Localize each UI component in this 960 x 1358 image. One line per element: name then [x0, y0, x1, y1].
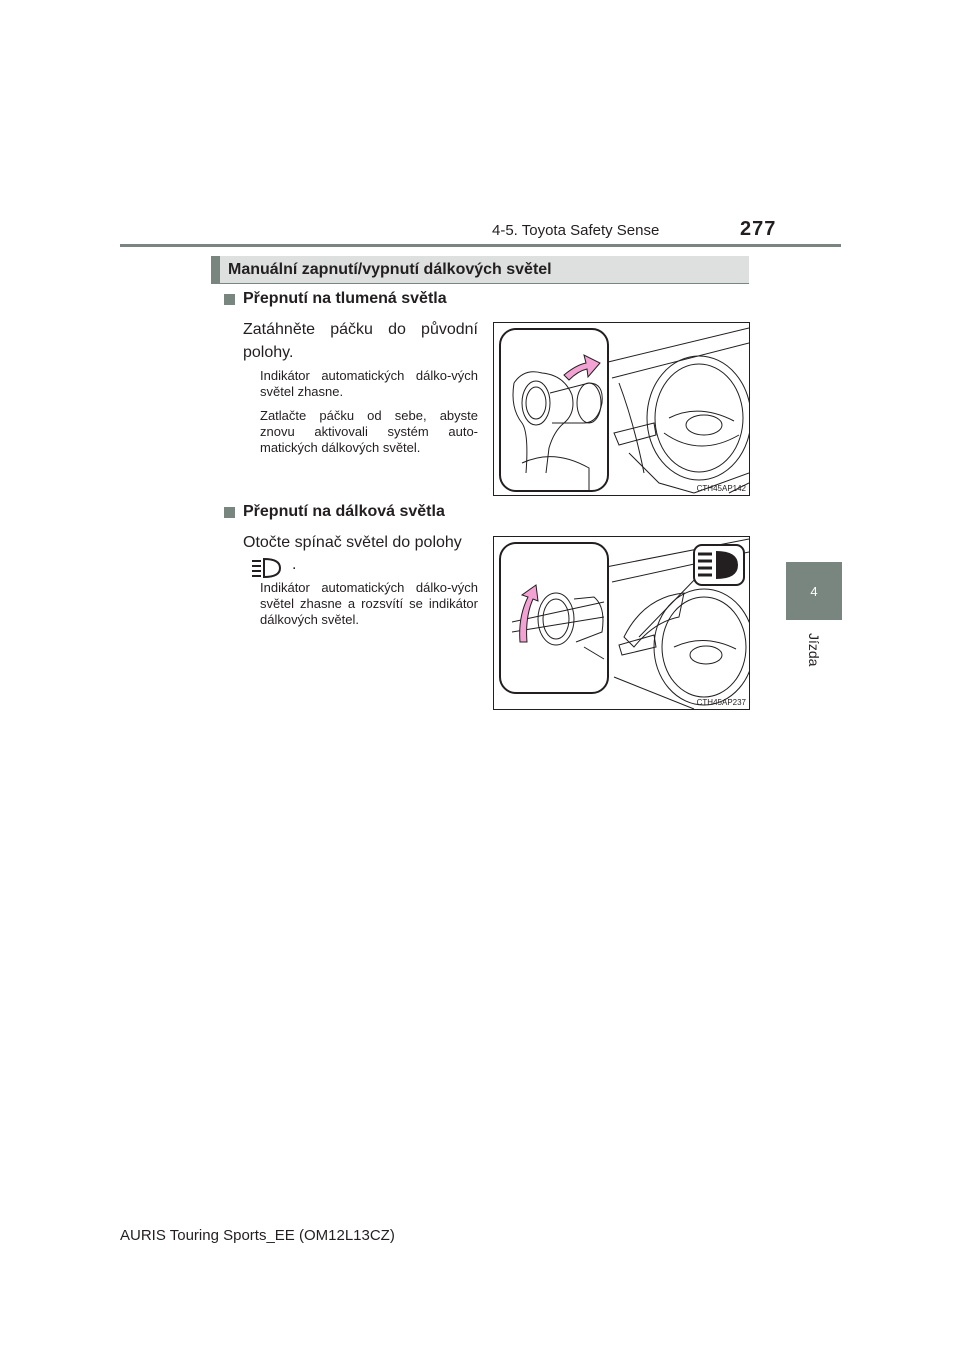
- square-bullet-icon: [224, 294, 235, 305]
- high-beam-icon: [250, 557, 284, 579]
- light-switch-illustration: [494, 537, 750, 710]
- figure-light-switch: [493, 536, 750, 710]
- figure-code-2: CTH45AP237: [696, 698, 746, 707]
- lever-pull-illustration: [494, 323, 750, 496]
- page-number: 277: [740, 218, 777, 240]
- instruction-end: .: [292, 556, 297, 573]
- note-low-beam-2: Zatlačte páčku od sebe, abyste znovu aktivovali systém auto-matických dálkových světel.: [260, 408, 478, 455]
- instruction-text: Otočte spínač světel do polohy: [243, 534, 462, 551]
- instruction-low-beam: Zatáhněte páčku do původní polohy.: [243, 321, 478, 361]
- figure-code-1: CTH45AP142: [696, 484, 746, 493]
- section-title: [211, 256, 749, 284]
- square-bullet-icon: [224, 507, 235, 518]
- header-section: 4-5. Toyota Safety Sense: [492, 222, 660, 239]
- note-low-beam-1: Indikátor automatických dálko-vých světel zhasne.: [260, 368, 478, 399]
- instruction-high-beam: [243, 531, 478, 554]
- note-high-beam-1: Indikátor automatických dálko-vých světel zhasne a rozsvítí se indikátor dálkových světel.: [260, 580, 478, 627]
- figure-lever-pull: [493, 322, 750, 496]
- chapter-label: Jízda: [806, 633, 822, 667]
- subheading-text: Přepnutí na dálková světla: [243, 503, 445, 520]
- chapter-tab[interactable]: 4: [786, 562, 842, 620]
- footer-model: AURIS Touring Sports_EE (OM12L13CZ): [120, 1227, 395, 1244]
- subheading-high-beam: [224, 503, 445, 521]
- subheading-text: Přepnutí na tlumená světla: [243, 290, 447, 307]
- section-title-text: Manuální zapnutí/vypnutí dálkových světel: [228, 260, 552, 278]
- subheading-low-beam: [224, 290, 447, 308]
- header-divider: [120, 244, 841, 247]
